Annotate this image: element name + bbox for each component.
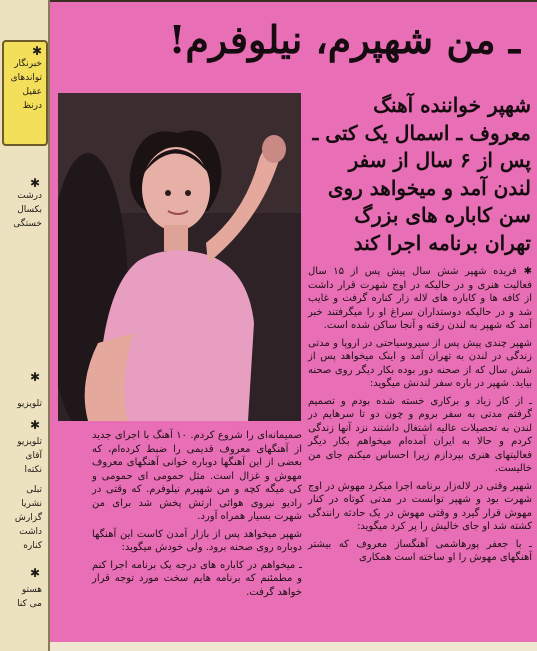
strip-lower-line: هستو [21, 585, 42, 595]
headline: ـ من شهپرم، نیلوفرم! [168, 17, 520, 62]
star-icon: ✱ [32, 44, 43, 58]
paragraph-text: فریده شهپر شش سال پیش پس از ۱۵ سال فعالیت هنری و در حالیکه در اوج شهرت قرار داشت از کافه ها و کاباره های لاله زار کناره گرفت و غایب شد و در حالیکه دوستداران سراغ او را میگرفتند خبر آمد که شهپر به لندن رفته و آنجا ساکن شده است. [308, 266, 532, 331]
article-paragraph [308, 265, 532, 333]
strip-lower-line: داشت [19, 527, 42, 537]
star-icon: ✱ [30, 176, 41, 190]
singer-portrait-image [58, 93, 301, 421]
article-paragraph: ـ با جعفر پورهاشمی آهنگساز معروف که بیشتر آهنگهای مهوش را او ساخته است همکاری [308, 538, 532, 563]
subheadline: شهپر خواننده آهنگ معروف ـ اسمال یک کتی ـ پس از ۶ سال از سفر لندن آمد و میخواهد روی سن کاباره های بزرگ تهران برنامه اجرا کند [312, 93, 531, 255]
article-paragraph: شهپر چندی پیش پس از سیروسیاحتی در اروپا و مدتی زندگی در لندن به تهران آمد و اینک میخواهد پس از شش سال که از صحنه دور بوده بکار دیگر روی صحنه بیاید. شهپر در باره سفر لندنش میگوید: [308, 337, 532, 389]
article-paragraph: ـ میخواهم در کاباره های درجه یک برنامه اجرا کنم و مطمئنم که برنامه هایم سخت مورد توجه قرار خواهد گرفت. [92, 559, 302, 598]
strip-box-line: درنظ [22, 101, 42, 111]
adjacent-page-strip [0, 0, 50, 651]
strip-mid-line: بکسال [17, 205, 42, 215]
article-paragraph: ـ از کار زیاد و برکاری خسته شده بودم و تصمیم گرفتم مدتی به سفر بروم و چون دو تا سرهایم در لندن به تحصیلات عالیه اشتغال داشتند نزد آنها زندگی کردم و حالا به ایران آمده‌ام میخواهم بکار دیگر فعالیتهای هنری بپردازم زیرا احساس میکنم جای من خالیست. [308, 395, 532, 474]
star-icon: ✱ [30, 370, 41, 384]
singer-photo [58, 93, 301, 421]
strip-mid-line: درشت [17, 191, 42, 201]
article-paragraph: شهپر میخواهد پس از بازار آمدن کاست این آهنگها دوباره روی صحنه برود. ولی خودش میگوید: [92, 528, 302, 553]
strip-lower-line: تلویزیو [17, 399, 42, 409]
strip-lower-line: تبلی [26, 485, 42, 495]
strip-box-line: خبرنگار [14, 59, 42, 69]
star-icon: ✱ [30, 418, 41, 432]
strip-lower-line: نشریا [21, 499, 42, 509]
article-paragraph: شهپر وقتی در لاله‌زار برنامه اجرا میکرد مهوش در اوج شهرت بود و شهپر توانست در مدتی کوتاه در کنار مهوش قرار گیرد و وقتی مهوش در یک حادثه رانندگی کشته شد او جای خالیش را پر کرد میگوید: [308, 480, 532, 532]
strip-lower-line: آقای [25, 451, 42, 461]
strip-box-line: عقیل [22, 87, 42, 97]
article-column-right [308, 265, 532, 569]
star-icon: ✱ [30, 566, 41, 580]
strip-box-line: تواندهای [10, 73, 42, 83]
strip-lower-line: می کنا [17, 599, 42, 609]
strip-lower-line: تلویزیو [17, 437, 42, 447]
article-column-left [92, 429, 302, 603]
strip-mid-line: خستگی [13, 219, 42, 229]
star-icon: ✱ [516, 266, 532, 277]
strip-lower-line: نکته‌ا [24, 465, 42, 475]
article-paragraph: صمیمانه‌ای را شروع کردم. ۱۰ آهنگ با اجرای جدید از آهنگهای معروف قدیمی را ضبط کرده‌ام، که بعضی از این آهنگها دوباره خوانی آهنگهای معروف مهوش و غزال است. مثل حمومی ای حمومی و کی میگه کچه و من شهپرم نیلوفرم. که وقتی در رادیو نیروی هوائی ارتش پخش شد برای من شهرت بسیار همراه آورد. [92, 430, 302, 522]
magazine-page [50, 2, 537, 642]
page-bottom-edge [50, 642, 537, 651]
strip-lower-line: گزارش [14, 513, 42, 523]
strip-lower-line: کناره [23, 541, 42, 551]
